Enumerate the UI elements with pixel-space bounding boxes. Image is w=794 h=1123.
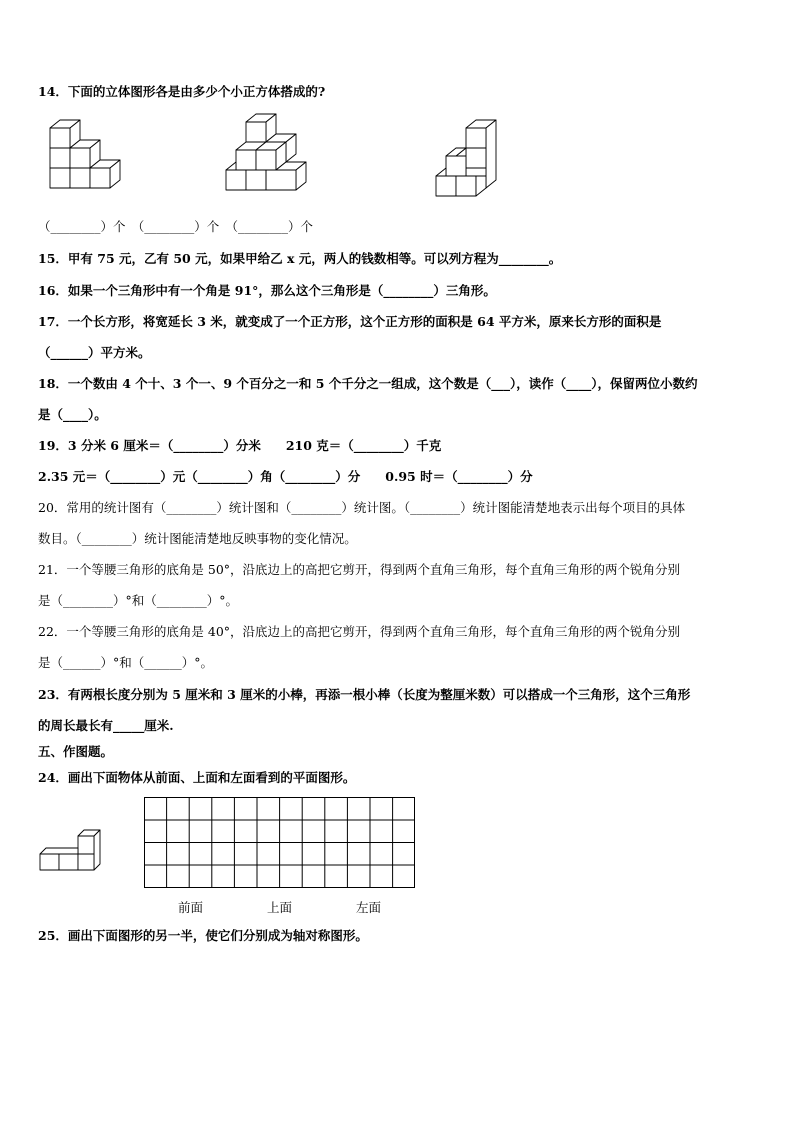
q24-text: 24．画出下面物体从前面、上面和左面看到的平面图形。 [38,770,356,785]
cube-figure-1 [40,118,140,203]
cube-figure-2 [222,112,332,202]
q17-line2: （______）平方米。 [38,345,151,360]
section-five-heading: 五、作图题。 [38,744,114,759]
cube-figure-3 [432,118,512,203]
label-front-view: 前面 [178,900,204,915]
q23-line1: 23．有两根长度分别为 5 厘米和 3 厘米的小棒，再添一根小棒（长度为整厘米数）可以搭成一个三角形，这个三角形 [38,687,691,702]
q18-line2: 是（____）。 [38,407,107,422]
q22-line1: 22．一个等腰三角形的底角是 40°，沿底边上的高把它剪开，得到两个直角三角形，每个直角三角形的两个锐角分别 [38,624,681,639]
label-top-view: 上面 [267,900,293,915]
q21-line1: 21．一个等腰三角形的底角是 50°，沿底边上的高把它剪开，得到两个直角三角形，每个直角三角形的两个锐角分别 [38,562,681,577]
q14-answers: （________）个 （________）个 （________）个 [38,219,314,234]
q14-text: 14．下面的立体图形各是由多少个小正方体搭成的? [38,84,326,99]
q20-line2: 数目。（________）统计图能清楚地反映事物的变化情况。 [38,531,357,546]
q22-line2: 是（______）°和（______）°。 [38,655,214,670]
q24-solid-figure [40,826,110,872]
label-left-view: 左面 [356,900,382,915]
q17-line1: 17．一个长方形，将宽延长 3 米，就变成了一个正方形，这个正方形的面积是 64 平方米，原来长方形的面积是 [38,314,662,329]
q20-line1: 20．常用的统计图有（________）统计图和（________）统计图。（________）统计图能清楚地表示出每个项目的具体 [38,500,686,515]
q15-text: 15．甲有 75 元，乙有 50 元，如果甲给乙 x 元，两人的钱数相等。可以列方程为________。 [38,251,562,266]
q16-text: 16．如果一个三角形中有一个角是 91°，那么这个三角形是（________）三角形。 [38,283,496,298]
q19-line1: 19．3 分米 6 厘米＝（________）分米 210 克＝（________）千克 [38,438,442,453]
q19-line2: 2.35 元＝（________）元（________）角（________）分 0.95 时＝（________）分 [38,469,533,484]
q18-line1: 18．一个数由 4 个十、3 个一、9 个百分之一和 5 个千分之一组成，这个数是（___），读作（____），保留两位小数约 [38,376,698,391]
q25-text: 25．画出下面图形的另一半，使它们分别成为轴对称图形。 [38,928,368,943]
q23-line2: 的周长最长有_____厘米. [38,718,174,733]
q24-drawing-grid[interactable] [144,797,416,889]
q21-line2: 是（________）°和（________）°。 [38,593,239,608]
